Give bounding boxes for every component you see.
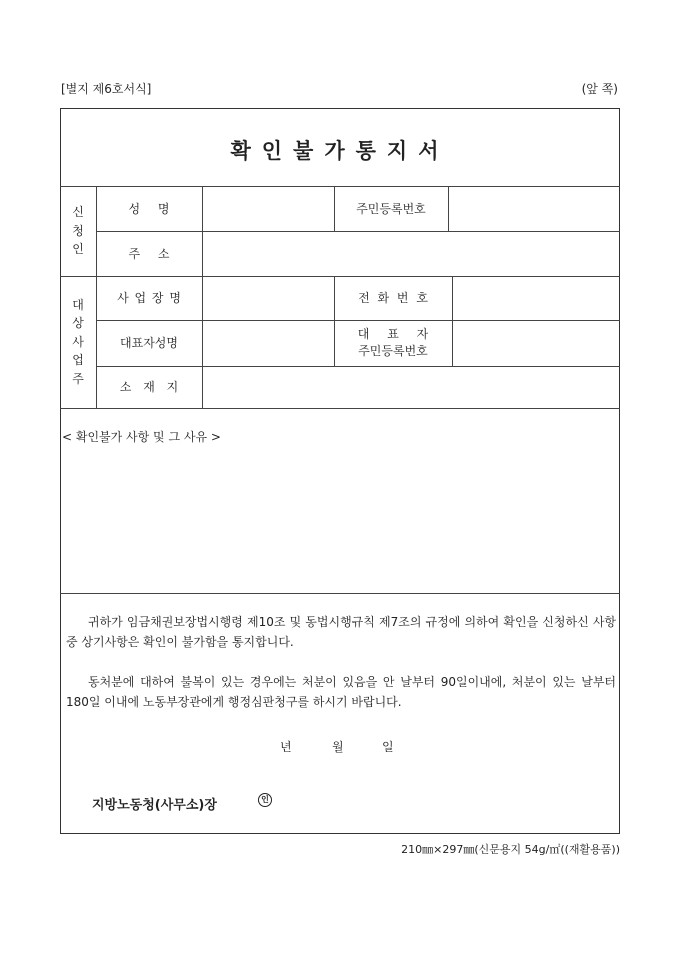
rep-resident-field[interactable] (453, 321, 619, 366)
section-char: 사 (72, 334, 84, 349)
section-char: 대 (72, 297, 84, 312)
page-side-label: (앞 쪽) (581, 82, 618, 96)
divider (60, 408, 620, 409)
resident-number-label: 주민등록번호 (356, 201, 426, 216)
business-name-field[interactable] (203, 277, 334, 320)
address-field[interactable] (203, 232, 619, 276)
divider (60, 593, 620, 594)
section-char: 인 (72, 242, 84, 257)
reason-field[interactable] (62, 446, 618, 592)
section-char: 신 (72, 205, 84, 220)
name-label: 성 명 (128, 201, 170, 216)
section-char: 상 (72, 316, 84, 331)
phone-field[interactable] (453, 277, 619, 320)
date-year-label: 년 (280, 740, 292, 754)
rep-name-label: 대표자성명 (120, 336, 178, 350)
address-label: 주 소 (128, 246, 170, 261)
issuer-name: 지방노동청(사무소)장 (92, 798, 217, 813)
reason-label: < 확인불가 사항 및 그 사유 > (62, 430, 221, 444)
seal-icon: 인 (258, 793, 272, 807)
date-day-label: 일 (382, 740, 394, 754)
rep-name-field[interactable] (203, 321, 334, 366)
name-field[interactable] (203, 187, 334, 231)
rep-resident-label (334, 320, 452, 366)
applicant-section-label (60, 186, 96, 276)
business-name-label: 사 업 장 명 (117, 291, 181, 305)
paper-spec-footer: 210㎜×297㎜(신문용지 54g/㎡((재활용품)) (401, 843, 620, 856)
form-number-label: [별지 제6호서식] (61, 82, 152, 96)
notice-paragraph: 귀하가 임금채권보장법시행령 제10조 및 동법시행규칙 제7조의 규정에 의하여 확인을 신청하신 사항 중 상기사항은 확인이 불가함을 통지합니다. (66, 615, 616, 649)
phone-label: 전 화 번 호 (358, 291, 428, 305)
location-field[interactable] (203, 367, 619, 408)
resident-number-field[interactable] (449, 187, 619, 231)
notice-paragraph: 동처분에 대하여 불복이 있는 경우에는 처분이 있음을 안 날부터 90일이내에, 처분이 있는 날부터 180일 이내에 노동부장관에게 행정심판청구를 하시기 바랍니다. (66, 675, 616, 709)
target-section-label (60, 276, 96, 408)
rep-resident-label-line: 주민등록번호 (358, 344, 428, 358)
section-char: 업 (72, 353, 84, 368)
location-label: 소 재 지 (119, 380, 179, 394)
section-char: 주 (72, 371, 84, 386)
section-char: 청 (72, 223, 84, 238)
form-title: 확인불가통지서 (230, 138, 450, 163)
rep-resident-label-line: 대 표 자 (357, 326, 429, 341)
date-month-label: 월 (332, 740, 344, 754)
